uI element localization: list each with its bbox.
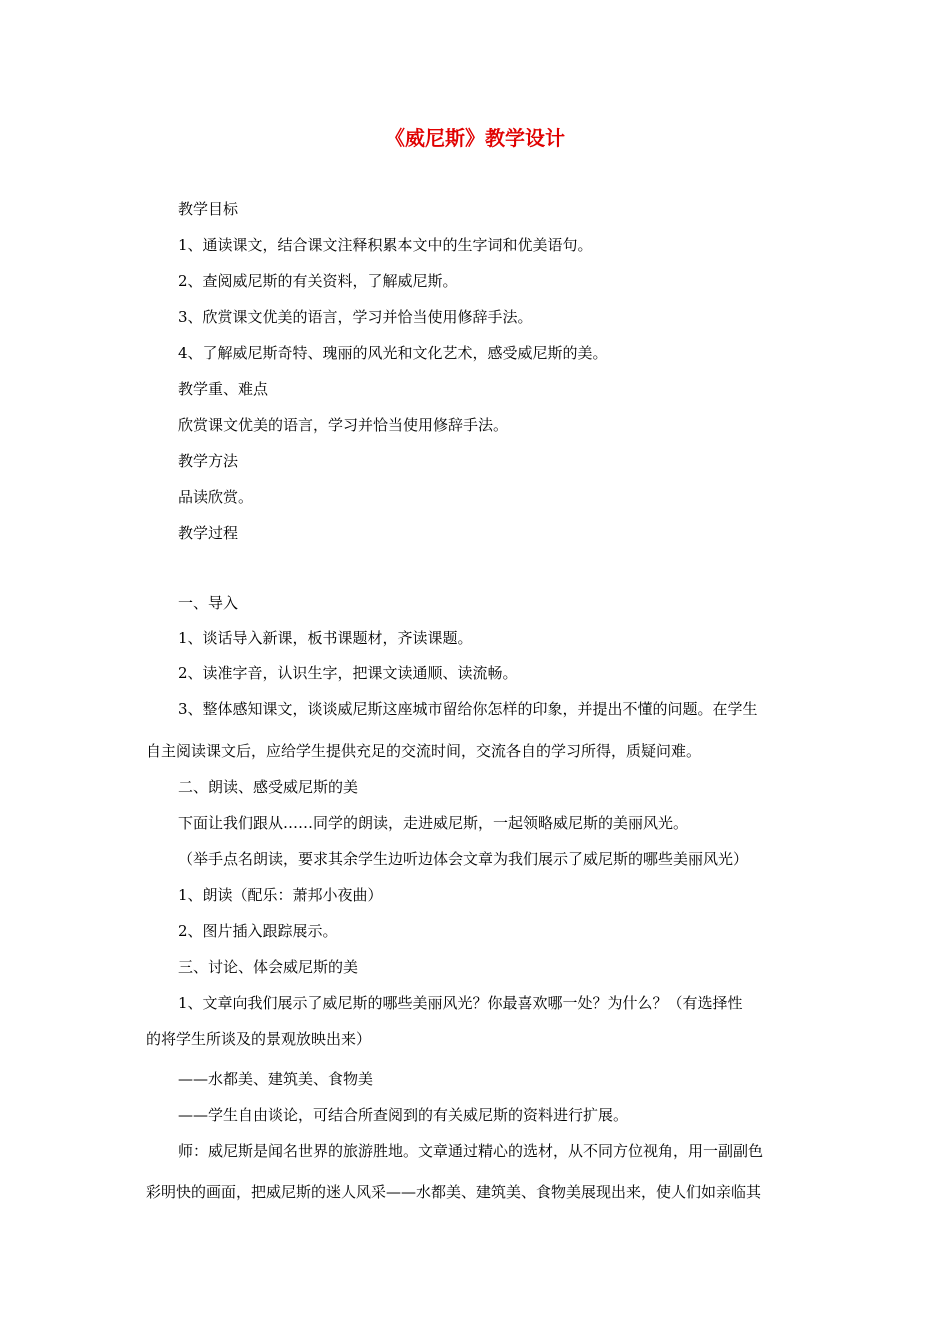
section-heading-discussion: 三、讨论、体会威尼斯的美 (178, 958, 359, 976)
discussion-item-1-line-1: 1、文章向我们展示了威尼斯的哪些美丽风光？你最喜欢哪一处？为什么？（有选择性 (178, 994, 743, 1012)
discussion-point-2: ——学生自由谈论，可结合所查阅到的有关威尼斯的资料进行扩展。 (178, 1106, 629, 1124)
intro-item-3-line-2: 自主阅读课文后，应给学生提供充足的交流时间，交流各自的学习所得，质疑问难。 (146, 742, 702, 760)
teacher-remark-line-1: 师：威尼斯是闻名世界的旅游胜地。文章通过精心的选材，从不同方位视角，用一副副色 (178, 1142, 764, 1160)
goal-item-2: 2、查阅威尼斯的有关资料，了解威尼斯。 (178, 272, 458, 290)
intro-item-2: 2、读准字音，认识生字，把课文读通顺、读流畅。 (178, 664, 518, 682)
intro-item-1: 1、谈话导入新课，板书课题材，齐读课题。 (178, 629, 473, 647)
reading-item-1: 1、朗读（配乐：萧邦小夜曲） (178, 886, 383, 904)
teacher-remark-line-2: 彩明快的画面，把威尼斯的迷人风采——水都美、建筑美、食物美展现出来，使人们如亲临其 (146, 1183, 762, 1201)
teaching-method-text: 品读欣赏。 (178, 488, 254, 506)
goal-item-4: 4、了解威尼斯奇特、瑰丽的风光和文化艺术，感受威尼斯的美。 (178, 344, 608, 362)
reading-item-2: 2、图片插入跟踪展示。 (178, 922, 338, 940)
intro-item-3-line-1: 3、整体感知课文，谈谈威尼斯这座城市留给你怎样的印象，并提出不懂的问题。在学生 (178, 700, 758, 718)
section-heading-intro: 一、导入 (178, 594, 239, 612)
heading-teaching-method: 教学方法 (178, 452, 239, 470)
goal-item-3: 3、欣赏课文优美的语言，学习并恰当使用修辞手法。 (178, 308, 533, 326)
goal-item-1: 1、通读课文，结合课文注释积累本文中的生字词和优美语句。 (178, 236, 593, 254)
section-heading-reading: 二、朗读、感受威尼斯的美 (178, 778, 359, 796)
document-title: 《威尼斯》教学设计 (385, 126, 565, 150)
discussion-item-1-line-2: 的将学生所谈及的景观放映出来） (146, 1030, 372, 1048)
heading-teaching-goals: 教学目标 (178, 200, 239, 218)
reading-note: （举手点名朗读，要求其余学生边听边体会文章为我们展示了威尼斯的哪些美丽风光） (178, 850, 749, 868)
reading-text: 下面让我们跟从……同学的朗读，走进威尼斯，一起领略威尼斯的美丽风光。 (178, 814, 689, 832)
heading-teaching-process: 教学过程 (178, 524, 239, 542)
key-points-text: 欣赏课文优美的语言，学习并恰当使用修辞手法。 (178, 416, 509, 434)
heading-key-difficult-points: 教学重、难点 (178, 380, 269, 398)
discussion-point-1: ——水都美、建筑美、食物美 (178, 1070, 374, 1088)
